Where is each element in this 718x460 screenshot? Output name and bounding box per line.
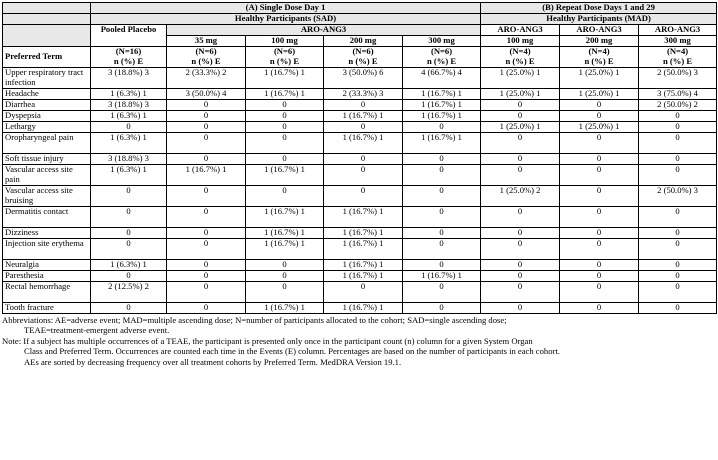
value-cell: 1 (6.3%) 1	[91, 133, 167, 154]
value-cell: 3 (18.8%) 3	[91, 100, 167, 111]
value-cell: 0	[403, 165, 481, 186]
value-cell: 1 (16.7%) 1	[246, 207, 324, 228]
preferred-term-cell: Dizziness	[3, 228, 91, 239]
sad-subheader: Healthy Participants (SAD)	[91, 14, 481, 25]
value-cell: 0	[91, 207, 167, 228]
value-cell: 1 (16.7%) 1	[324, 303, 403, 314]
cohort-n: (N=6)	[430, 46, 453, 56]
value-cell: 0	[639, 154, 717, 165]
value-cell: 0	[639, 239, 717, 260]
value-cell: 1 (16.7%) 1	[324, 271, 403, 282]
value-cell: 3 (18.8%) 3	[91, 154, 167, 165]
preferred-term-cell: Upper respiratory tract infection	[3, 68, 91, 89]
table-row	[3, 154, 717, 165]
value-cell: 0	[639, 260, 717, 271]
value-cell: 0	[560, 260, 639, 271]
mad-dose-header: 300 mg	[639, 36, 717, 47]
value-cell: 0	[167, 154, 246, 165]
value-cell: 1 (16.7%) 1	[324, 111, 403, 122]
value-cell: 1 (6.3%) 1	[91, 111, 167, 122]
preferred-term-header: Preferred Term	[3, 47, 91, 68]
stat-label: n (%) E	[662, 55, 693, 66]
value-cell: 0	[403, 282, 481, 303]
value-cell: 1 (16.7%) 1	[403, 271, 481, 282]
cohort-count-header	[91, 47, 167, 68]
value-cell: 2 (50.0%) 2	[639, 100, 717, 111]
value-cell: 0	[324, 122, 403, 133]
value-cell: 0	[167, 260, 246, 271]
value-cell: 0	[639, 228, 717, 239]
table-row	[3, 282, 717, 303]
value-cell: 0	[481, 271, 560, 282]
value-cell: 0	[560, 133, 639, 154]
value-cell: 0	[403, 228, 481, 239]
stat-label: n (%) E	[348, 55, 378, 66]
table-row	[3, 68, 717, 89]
value-cell: 1 (16.7%) 1	[246, 89, 324, 100]
preferred-term-cell: Vascular access site pain	[3, 165, 91, 186]
abbreviations-note: Abbreviations: AE=adverse event; MAD=multiple ascending dose; N=number of participants allocated to the cohort; SAD=single ascending dose;	[2, 315, 507, 325]
value-cell: 1 (25.0%) 1	[481, 122, 560, 133]
preferred-term-cell: Vascular access site bruising	[3, 186, 91, 207]
value-cell: 1 (25.0%) 1	[560, 68, 639, 89]
table-body	[3, 68, 717, 314]
value-cell: 0	[481, 228, 560, 239]
value-cell: 0	[481, 260, 560, 271]
mad-drug-header: ARO-ANG3	[639, 25, 717, 36]
preferred-term-cell: Dermatitis contact	[3, 207, 91, 228]
stat-label: n (%) E	[269, 55, 300, 66]
sad-drug-header: ARO-ANG3	[167, 25, 481, 36]
table-footnotes	[2, 315, 716, 367]
value-cell: 0	[167, 239, 246, 260]
value-cell: 0	[167, 122, 246, 133]
value-cell: 1 (16.7%) 1	[324, 260, 403, 271]
preferred-term-cell: Neuralgia	[3, 260, 91, 271]
table-row	[3, 271, 717, 282]
value-cell: 0	[324, 282, 403, 303]
value-cell: 3 (50.0%) 4	[167, 89, 246, 100]
table-row	[3, 100, 717, 111]
value-cell: 0	[481, 282, 560, 303]
preferred-term-cell: Soft tissue injury	[3, 154, 91, 165]
value-cell: 0	[560, 111, 639, 122]
dose-header: 35 mg	[167, 36, 246, 47]
preferred-term-cell: Headache	[3, 89, 91, 100]
value-cell: 0	[167, 303, 246, 314]
value-cell: 1 (16.7%) 1	[167, 165, 246, 186]
value-cell: 0	[560, 100, 639, 111]
method-note-continued: Class and Preferred Term. Occurrences are counted each time in the Events (E) column. Percentages are based on the number of participants in each cohort.	[24, 346, 560, 357]
value-cell: 0	[560, 228, 639, 239]
value-cell: 2 (33.3%) 3	[324, 89, 403, 100]
value-cell: 2 (12.5%) 2	[91, 282, 167, 303]
value-cell: 0	[560, 271, 639, 282]
table-header	[3, 3, 717, 68]
value-cell: 0	[324, 186, 403, 207]
dose-header: 100 mg	[246, 36, 324, 47]
value-cell: 1 (16.7%) 1	[403, 133, 481, 154]
value-cell: 0	[639, 133, 717, 154]
value-cell: 1 (16.7%) 1	[403, 89, 481, 100]
table-row	[3, 122, 717, 133]
group-a-header: (A) Single Dose Day 1	[91, 3, 481, 14]
method-note: Note: If a subject has multiple occurrences of a TEAE, the participant is presented only once in the participant count (n) column for a given System Organ	[2, 335, 533, 346]
value-cell: 1 (6.3%) 1	[91, 165, 167, 186]
value-cell: 3 (18.8%) 3	[91, 68, 167, 89]
table-row	[3, 207, 717, 228]
preferred-term-cell: Dyspepsia	[3, 111, 91, 122]
value-cell: 0	[246, 154, 324, 165]
value-cell: 0	[481, 165, 560, 186]
value-cell: 0	[91, 122, 167, 133]
value-cell: 1 (6.3%) 1	[91, 89, 167, 100]
header-corner-cell	[3, 3, 91, 14]
value-cell: 0	[91, 271, 167, 282]
table-row	[3, 228, 717, 239]
value-cell: 1 (25.0%) 1	[481, 68, 560, 89]
preferred-term-cell: Rectal hemorrhage	[3, 282, 91, 303]
stat-label: n (%) E	[426, 55, 457, 66]
table-row	[3, 186, 717, 207]
value-cell: 2 (33.3%) 2	[167, 68, 246, 89]
value-cell: 0	[403, 303, 481, 314]
value-cell: 0	[403, 154, 481, 165]
cohort-count-header	[246, 47, 324, 68]
value-cell: 0	[167, 100, 246, 111]
value-cell: 0	[167, 271, 246, 282]
cohort-n: (N=4)	[509, 46, 531, 56]
value-cell: 3 (50.0%) 6	[324, 68, 403, 89]
value-cell: 0	[167, 133, 246, 154]
value-cell: 0	[246, 271, 324, 282]
table-row	[3, 111, 717, 122]
value-cell: 0	[560, 282, 639, 303]
mad-dose-header: 200 mg	[560, 36, 639, 47]
preferred-term-cell: Injection site erythema	[3, 239, 91, 260]
value-cell: 0	[481, 133, 560, 154]
adverse-events-table	[2, 2, 717, 314]
value-cell: 0	[639, 122, 717, 133]
table-row	[3, 239, 717, 260]
value-cell: 2 (50.0%) 3	[639, 186, 717, 207]
value-cell: 0	[167, 228, 246, 239]
value-cell: 1 (16.7%) 1	[246, 165, 324, 186]
value-cell: 0	[246, 260, 324, 271]
value-cell: 1 (16.7%) 1	[403, 100, 481, 111]
value-cell: 0	[639, 282, 717, 303]
value-cell: 0	[481, 303, 560, 314]
value-cell: 1 (16.7%) 1	[324, 133, 403, 154]
table-row	[3, 260, 717, 271]
value-cell: 1 (25.0%) 1	[560, 122, 639, 133]
header-corner-cell	[3, 25, 91, 47]
preferred-term-cell: Tooth fracture	[3, 303, 91, 314]
value-cell: 0	[481, 111, 560, 122]
value-cell: 0	[246, 111, 324, 122]
value-cell: 0	[403, 186, 481, 207]
value-cell: 0	[91, 303, 167, 314]
mad-drug-header: ARO-ANG3	[481, 25, 560, 36]
preferred-term-cell: Lethargy	[3, 122, 91, 133]
value-cell: 0	[560, 207, 639, 228]
value-cell: 1 (16.7%) 1	[324, 228, 403, 239]
value-cell: 1 (6.3%) 1	[91, 260, 167, 271]
value-cell: 1 (25.0%) 1	[481, 89, 560, 100]
stat-label: n (%) E	[505, 55, 535, 66]
cohort-n: (N=6)	[352, 46, 374, 56]
method-note-continued: AEs are sorted by decreasing frequency over all treatment cohorts by Preferred Term. MedDRA Version 19.1.	[24, 356, 402, 367]
value-cell: 1 (16.7%) 1	[246, 228, 324, 239]
value-cell: 0	[246, 133, 324, 154]
header-corner-cell	[3, 14, 91, 25]
cohort-count-header	[403, 47, 481, 68]
value-cell: 0	[324, 165, 403, 186]
value-cell: 0	[403, 122, 481, 133]
value-cell: 0	[481, 207, 560, 228]
cohort-n: (N=4)	[666, 46, 689, 56]
group-b-header: (B) Repeat Dose Days 1 and 29	[481, 3, 717, 14]
ae-table-document	[2, 2, 716, 367]
value-cell: 0	[481, 239, 560, 260]
value-cell: 0	[403, 260, 481, 271]
mad-dose-header: 100 mg	[481, 36, 560, 47]
value-cell: 0	[639, 271, 717, 282]
preferred-term-cell: Paresthesia	[3, 271, 91, 282]
cohort-count-header	[560, 47, 639, 68]
mad-drug-header: ARO-ANG3	[560, 25, 639, 36]
value-cell: 0	[246, 186, 324, 207]
cohort-n: (N=16)	[115, 46, 142, 56]
cohort-count-header	[324, 47, 403, 68]
cohort-n: (N=6)	[273, 46, 296, 56]
value-cell: 2 (50.0%) 3	[639, 68, 717, 89]
value-cell: 0	[639, 111, 717, 122]
cohort-count-header	[481, 47, 560, 68]
stat-label: n (%) E	[113, 55, 144, 66]
value-cell: 0	[167, 186, 246, 207]
stat-label: n (%) E	[584, 55, 614, 66]
value-cell: 0	[639, 207, 717, 228]
value-cell: 0	[167, 207, 246, 228]
stat-label: n (%) E	[191, 55, 221, 66]
cohort-count-header	[639, 47, 717, 68]
value-cell: 4 (66.7%) 4	[403, 68, 481, 89]
value-cell: 0	[481, 154, 560, 165]
value-cell: 0	[403, 239, 481, 260]
abbreviations-note-continued: TEAE=treatment-emergent adverse event.	[24, 325, 170, 336]
table-row	[3, 165, 717, 186]
value-cell: 0	[246, 100, 324, 111]
value-cell: 0	[91, 228, 167, 239]
cohort-count-header	[167, 47, 246, 68]
value-cell: 0	[403, 207, 481, 228]
value-cell: 1 (25.0%) 2	[481, 186, 560, 207]
value-cell: 0	[560, 165, 639, 186]
value-cell: 0	[91, 186, 167, 207]
value-cell: 0	[91, 239, 167, 260]
value-cell: 0	[639, 165, 717, 186]
value-cell: 1 (16.7%) 1	[324, 239, 403, 260]
value-cell: 0	[246, 282, 324, 303]
value-cell: 1 (16.7%) 1	[403, 111, 481, 122]
value-cell: 1 (16.7%) 1	[246, 239, 324, 260]
preferred-term-cell: Diarrhea	[3, 100, 91, 111]
table-row	[3, 89, 717, 100]
value-cell: 1 (16.7%) 1	[246, 303, 324, 314]
dose-header: 300 mg	[403, 36, 481, 47]
value-cell: 0	[167, 111, 246, 122]
value-cell: 0	[560, 303, 639, 314]
value-cell: 0	[560, 154, 639, 165]
value-cell: 0	[560, 239, 639, 260]
value-cell: 0	[167, 282, 246, 303]
value-cell: 0	[324, 100, 403, 111]
dose-header: 200 mg	[324, 36, 403, 47]
cohort-n: (N=6)	[195, 46, 217, 56]
value-cell: 1 (16.7%) 1	[324, 207, 403, 228]
value-cell: 1 (16.7%) 1	[246, 68, 324, 89]
value-cell: 0	[324, 154, 403, 165]
value-cell: 0	[639, 303, 717, 314]
pooled-placebo-header: Pooled Placebo	[91, 25, 167, 47]
value-cell: 0	[481, 100, 560, 111]
table-row	[3, 133, 717, 154]
value-cell: 1 (25.0%) 1	[560, 89, 639, 100]
preferred-term-cell: Oropharyngeal pain	[3, 133, 91, 154]
mad-subheader: Healthy Participants (MAD)	[481, 14, 717, 25]
cohort-n: (N=4)	[588, 46, 610, 56]
value-cell: 0	[560, 186, 639, 207]
value-cell: 3 (75.0%) 4	[639, 89, 717, 100]
value-cell: 0	[246, 122, 324, 133]
table-row	[3, 303, 717, 314]
